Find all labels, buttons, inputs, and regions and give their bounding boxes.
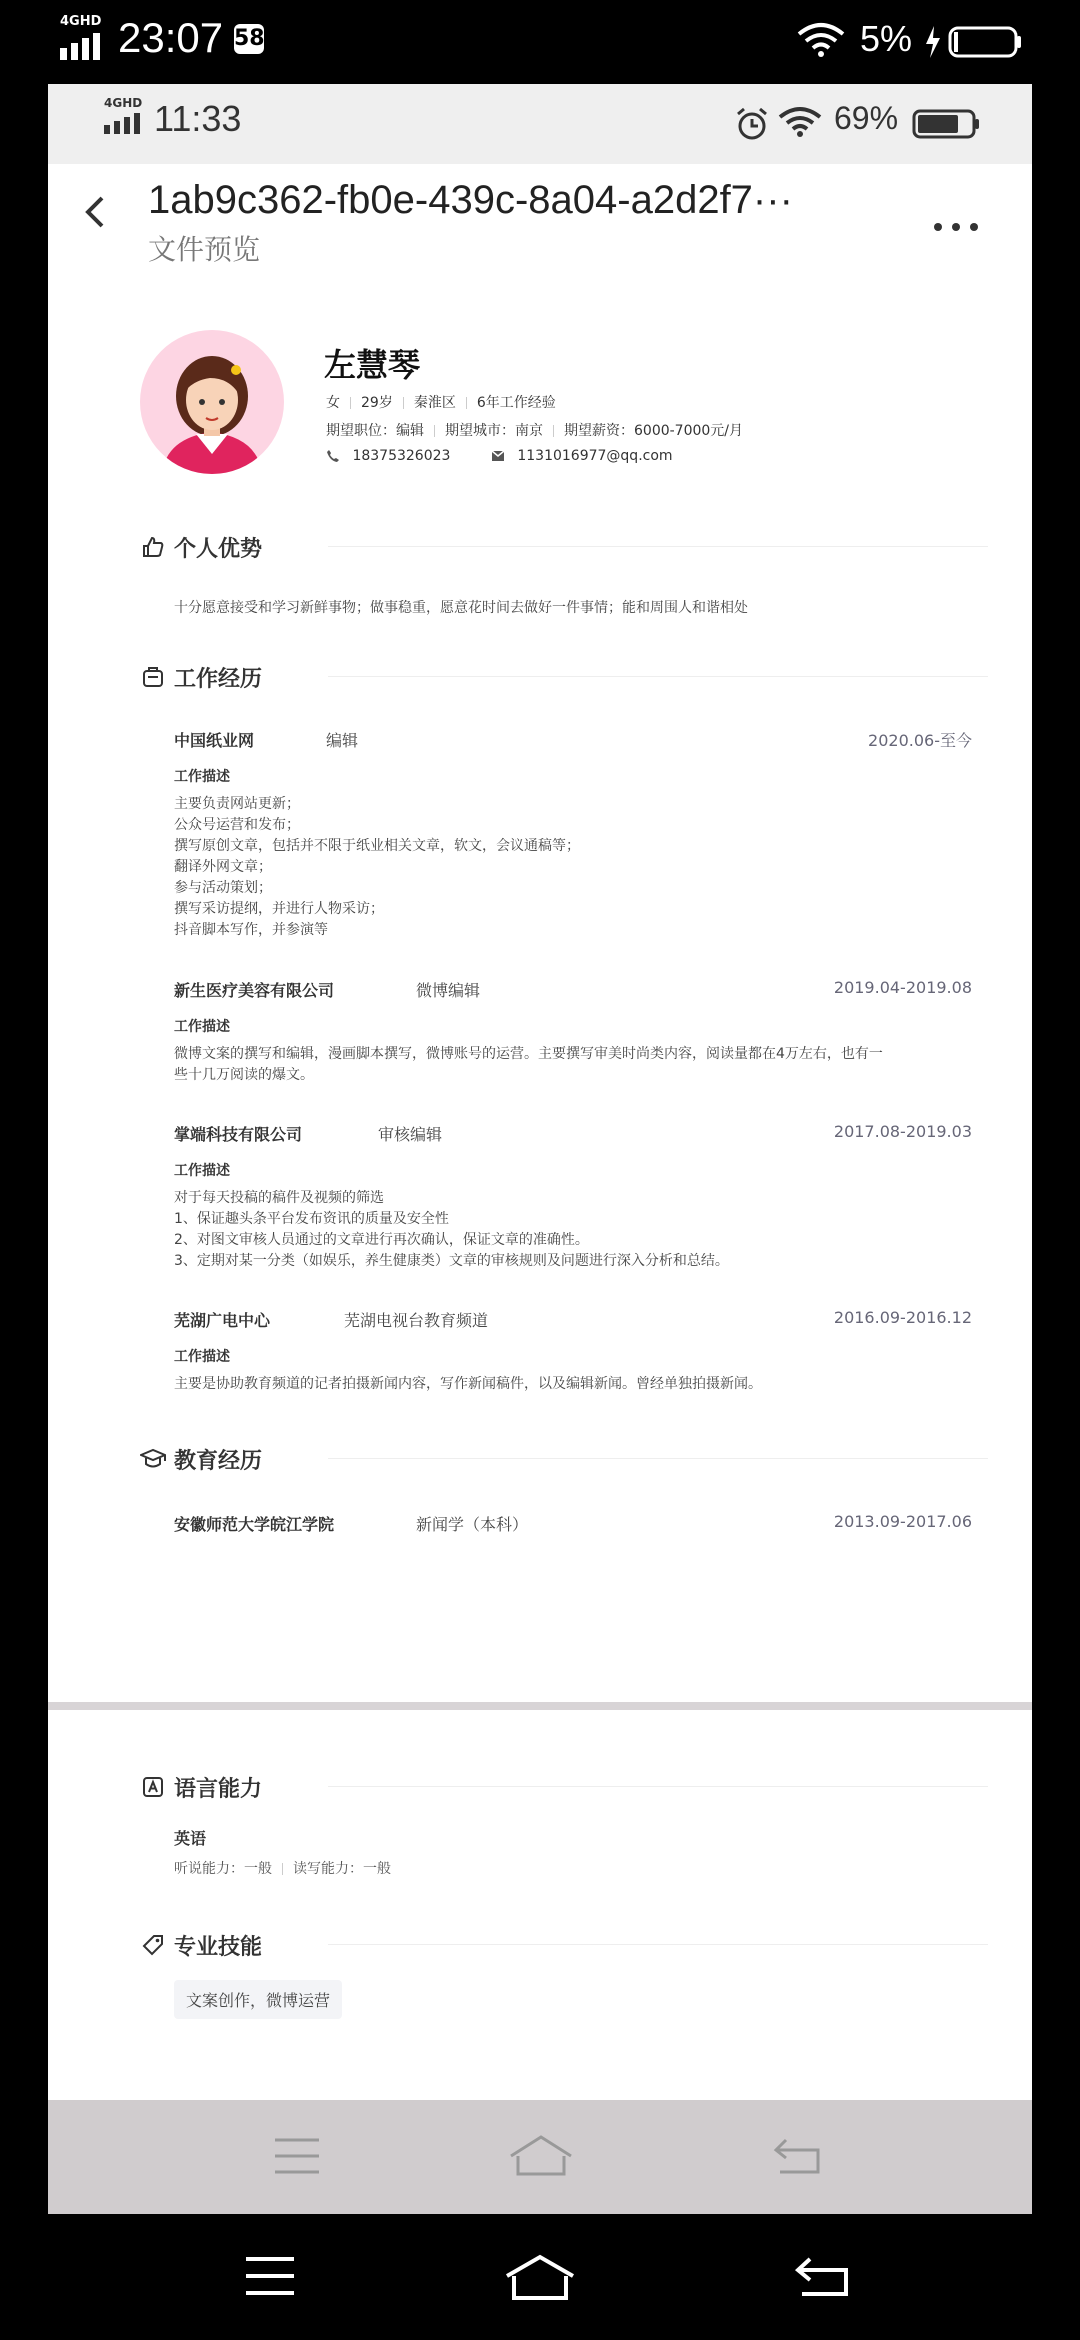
job-desc-label: 工作描述 (174, 769, 230, 785)
page-divider (48, 1702, 1032, 1710)
job-date: 2017.08-2019.03 (833, 1122, 972, 1141)
home-icon[interactable] (504, 2254, 576, 2302)
outer-status-bar (0, 0, 1080, 84)
skills-heading: 专业技能 (174, 1935, 263, 1960)
job-description: 对于每天投稿的稿件及视频的筛选 1、保证趣头条平台发布资讯的质量及安全性 2、对图文审核人员通过的文章进行再次确认，保证文章的准确性。 3、定期对某一分类（如娱乐，养生健康类）文章的审核规则及问题进行深入分析和总结。 (174, 1190, 729, 1269)
file-title: 1ab9c362-fb0e-439c-8a04-a2d2f7··· (148, 178, 793, 222)
job-position: 微博编辑 (416, 981, 481, 1000)
job-description: 微博文案的撰写和编辑，漫画脚本撰写，微博账号的运营。主要撰写审美时尚类内容，阅读量都在4万左右，也有一 些十几万阅读的爆文。 (174, 1046, 883, 1083)
screenshot-preview (48, 84, 1032, 2214)
skill-tag: 文案创作，微博运营 (174, 1980, 342, 2019)
advantages-text: 十分愿意接受和学习新鲜事物；做事稳重，愿意花时间去做好一件事情；能和周围人和谐相处 (174, 600, 748, 616)
job-desc-label: 工作描述 (174, 1163, 230, 1179)
outer-time: 23:07 (118, 14, 224, 61)
inner-home-icon (508, 2134, 574, 2180)
thumbs-up-icon (142, 536, 164, 558)
language-levels: 听说能力：一般 读写能力：一般 (174, 1861, 391, 1877)
expectation-info: 期望职位：编辑 期望城市：南京 期望薪资：6000-7000元/月 (326, 423, 744, 439)
inner-signal-icon: 4GHD (104, 102, 148, 142)
job-position: 芜湖电视台教育频道 (344, 1311, 489, 1330)
avatar (140, 330, 284, 474)
back-icon[interactable] (794, 2256, 850, 2298)
basic-info: 女 29岁 秦淮区 6年工作经验 (326, 395, 556, 411)
phone-icon (326, 449, 340, 463)
major: 新闻学（本科） (416, 1515, 529, 1534)
school-name: 安徽师范大学皖江学院 (174, 1515, 335, 1534)
language-heading: 语言能力 (174, 1777, 263, 1802)
job-desc-label: 工作描述 (174, 1349, 230, 1365)
work-heading: 工作经历 (174, 667, 263, 692)
briefcase-icon (142, 666, 164, 688)
company-name: 新生医疗美容有限公司 (174, 981, 335, 1000)
notification-badge: 58 (234, 24, 264, 54)
language-name: 英语 (174, 1829, 207, 1848)
job-description: 主要是协助教育频道的记者拍摄新闻内容，写作新闻稿件，以及编辑新闻。曾经单独拍摄新闻。 (174, 1376, 762, 1392)
email-icon (491, 450, 505, 462)
job-date: 2020.06-至今 (868, 731, 972, 750)
education-date: 2013.09-2017.06 (833, 1512, 972, 1531)
inner-nav-bar (48, 2100, 1032, 2214)
language-icon (142, 1776, 164, 1798)
candidate-name: 左慧琴 (324, 346, 421, 384)
signal-icon: 4GHD (60, 18, 110, 60)
outer-battery-percent: 5% (860, 18, 913, 59)
system-nav-bar (0, 2214, 1080, 2340)
job-date: 2016.09-2016.12 (833, 1308, 972, 1327)
title-bar (48, 84, 1032, 280)
inner-battery-percent: 69% (834, 100, 899, 136)
more-options-icon[interactable] (934, 216, 988, 235)
advantages-heading: 个人优势 (174, 537, 263, 562)
file-preview-label: 文件预览 (148, 233, 261, 266)
contact-info: 18375326023 1131016977@qq.com (326, 448, 673, 464)
tag-icon (142, 1934, 164, 1956)
graduation-cap-icon (140, 1448, 166, 1470)
job-desc-label: 工作描述 (174, 1019, 230, 1035)
battery-charging-icon (924, 24, 1024, 60)
company-name: 中国纸业网 (174, 731, 255, 750)
company-name: 掌端科技有限公司 (174, 1125, 303, 1144)
inner-return-icon (772, 2136, 822, 2176)
company-name: 芜湖广电中心 (174, 1311, 271, 1330)
wifi-icon (796, 22, 846, 58)
back-arrow-icon[interactable] (78, 194, 114, 230)
job-date: 2019.04-2019.08 (833, 978, 972, 997)
inner-time: 11:33 (154, 98, 242, 139)
job-position: 审核编辑 (378, 1125, 443, 1144)
menu-icon[interactable] (244, 2256, 296, 2296)
job-position: 编辑 (326, 731, 359, 750)
inner-menu-icon (272, 2136, 322, 2176)
education-heading: 教育经历 (174, 1449, 263, 1474)
job-description: 主要负责网站更新； 公众号运营和发布； 撰写原创文章，包括并不限于纸业相关文章，软文，会议通稿等； 翻译外网文章； 参与活动策划； 撰写采访提纲，并进行人物采访； 抖音脚本写作，并参演等 (174, 796, 580, 938)
